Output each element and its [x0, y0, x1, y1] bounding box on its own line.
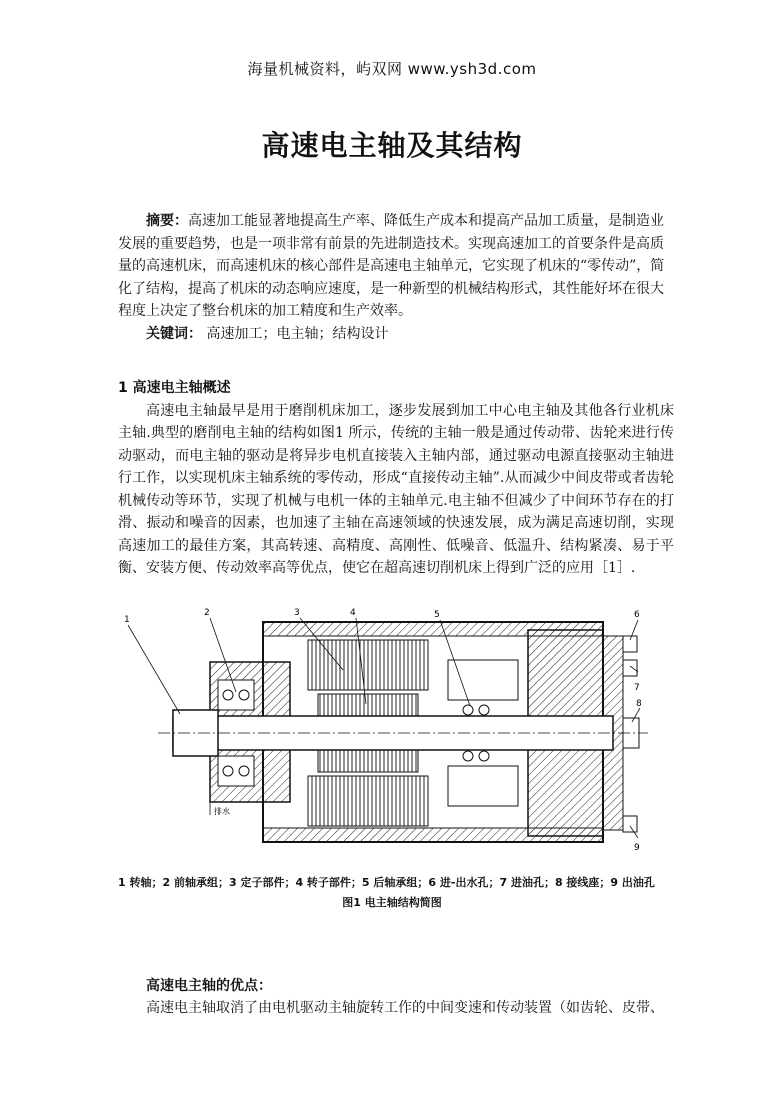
label-4: 4	[350, 608, 356, 618]
document-title: 高速电主轴及其结构	[261, 129, 523, 162]
abstract-block	[118, 210, 674, 345]
label-7: 7	[634, 683, 640, 693]
keywords-line	[118, 323, 674, 346]
spindle-drawing	[118, 600, 663, 865]
label-8: 8	[636, 699, 642, 709]
label-2: 2	[204, 608, 210, 618]
keywords-text: 高速加工；电主轴；结构设计	[206, 325, 389, 342]
abstract-paragraph	[118, 210, 674, 323]
abstract-text: 高速加工能显著地提高生产率、降低生产成本和提高产品加工质量，是制造业发展的重要趋势，也是一项非常有前景的先进制造技术。实现高速加工的首要条件是高质量的高速机床，而高速机床的核心部件是高速电主轴单元，它实现了机床的“零传动”，简化了结构，提高了机床的动态响应速度，是一种新型的机械结构形式，其性能好坏在很大程度上决定了整台机床的加工精度和生产效率。	[118, 213, 665, 319]
drain-note: 排水	[214, 807, 230, 816]
page-header: 海量机械资料，屿双网 www.ysh3d.com	[247, 60, 537, 78]
label-3: 3	[294, 608, 300, 618]
advantages-heading: 高速电主轴的优点：	[146, 978, 272, 994]
keywords-label: 关键词：	[146, 325, 202, 342]
figure-title-caption: 图1 电主轴结构简图	[342, 896, 442, 909]
spindle-structure-figure	[118, 600, 663, 865]
abstract-label: 摘要：	[146, 213, 188, 229]
label-9: 9	[634, 843, 640, 853]
label-6: 6	[634, 610, 640, 620]
advantages-text: 高速电主轴取消了由电机驱动主轴旋转工作的中间变速和传动装置（如齿轮、皮带、	[146, 1000, 664, 1016]
section-overview	[118, 377, 674, 580]
section-heading: 1 高速电主轴概述	[118, 380, 231, 396]
section-paragraph: 高速电主轴最早是用于磨削机床加工，逐步发展到加工中心电主轴及其他各行业机床主轴.典型的磨削电主轴的结构如图1 所示，传统的主轴一般是通过传动带、齿轮来进行传动驱动，而电主轴的驱动是将异步电机直接装入主轴内部，通过驱动电源直接驱动主轴进行工作，以实现机床主轴系统的零传动，形成“直接传动主轴”.从而减少中间皮带或者齿轮机械传动等环节，实现了机械与电机一体的主轴单元.电主轴不但减少了中间环节存在的打滑、振动和噪音的因素，也加速了主轴在高速领域的快速发展，成为满足高速切削，实现高速加工的最佳方案，其高转速、高精度、高刚性、低噪音、低温升、结构紧凑、易于平衡、安装方便、传动效率高等优点，使它在超高速切削机床上得到广泛的应用［1］.	[118, 402, 674, 576]
label-1: 1	[124, 615, 130, 625]
label-5: 5	[434, 610, 440, 620]
figure-parts-caption: 1 转轴；2 前轴承组；3 定子部件；4 转子部件；5 后轴承组；6 进-出水孔；7 进油孔；8 接线座；9 出油孔	[118, 876, 655, 889]
